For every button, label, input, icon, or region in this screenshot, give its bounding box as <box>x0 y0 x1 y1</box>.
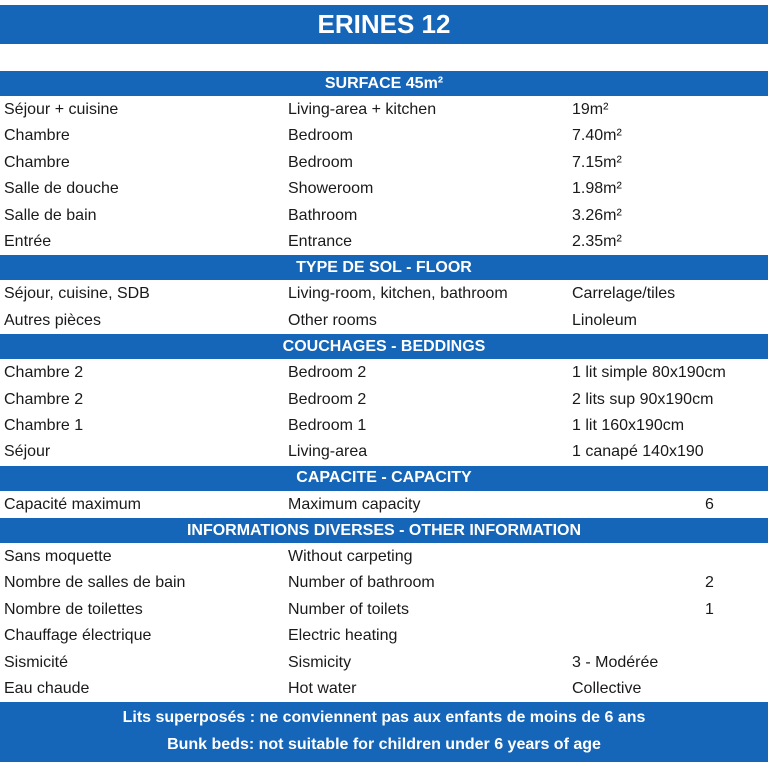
table-row <box>0 597 768 623</box>
warning-french: Lits superposés : ne conviennent pas aux enfants de moins de 6 ans <box>122 709 646 726</box>
section-header: INFORMATIONS DIVERSES - OTHER INFORMATION <box>0 518 768 544</box>
table-row <box>0 492 768 518</box>
row-value: 1 <box>705 600 714 618</box>
page-title: ERINES 12 <box>0 5 768 44</box>
french-label: Chauffage électrique <box>4 627 152 645</box>
french-label: Salle de bain <box>4 206 97 224</box>
row-value: 2 <box>705 574 714 592</box>
table-row <box>0 123 768 149</box>
table-row <box>0 387 768 413</box>
row-value: 3.26m² <box>572 206 622 224</box>
row-value: 1 canapé 140x190 <box>572 443 704 461</box>
row-value: 7.40m² <box>572 127 622 145</box>
french-label: Salle de douche <box>4 180 119 198</box>
table-row <box>0 413 768 439</box>
english-label: Bedroom 2 <box>288 390 367 408</box>
row-value: 7.15m² <box>572 153 622 171</box>
table-row <box>0 203 768 229</box>
french-label: Nombre de toilettes <box>4 600 143 618</box>
english-label: Electric heating <box>288 627 398 645</box>
english-label: Bathroom <box>288 206 358 224</box>
table-row <box>0 360 768 386</box>
english-label: Hot water <box>288 680 357 698</box>
french-label: Autres pièces <box>4 311 101 329</box>
warning-english: Bunk beds: not suitable for children under 6 years of age <box>167 736 601 753</box>
french-label: Chambre 1 <box>4 416 84 434</box>
table-row <box>0 650 768 676</box>
english-label: Living-area <box>288 443 368 461</box>
french-label: Sismicité <box>4 653 69 671</box>
table-row <box>0 623 768 649</box>
table-row <box>0 150 768 176</box>
row-value: 1.98m² <box>572 180 622 198</box>
english-label: Living-area + kitchen <box>288 101 437 118</box>
section-header: SURFACE 45m² <box>0 71 768 97</box>
french-label: Séjour, cuisine, SDB <box>4 285 150 303</box>
row-value: 1 lit 160x190cm <box>572 416 685 434</box>
row-value: Linoleum <box>572 311 637 329</box>
info-sheet <box>0 71 768 702</box>
table-row <box>0 544 768 570</box>
english-label: Showeroom <box>288 180 374 198</box>
section-header: TYPE DE SOL - FLOOR <box>0 255 768 281</box>
french-label: Eau chaude <box>4 680 90 698</box>
english-label: Bedroom 1 <box>288 416 367 434</box>
french-label: Capacité maximum <box>4 495 141 513</box>
section-header: CAPACITE - CAPACITY <box>0 466 768 492</box>
table-row <box>0 176 768 202</box>
english-label: Other rooms <box>288 311 377 329</box>
english-label: Maximum capacity <box>288 495 421 513</box>
french-label: Séjour <box>4 443 51 461</box>
section-header: COUCHAGES - BEDDINGS <box>0 334 768 360</box>
french-label: Chambre 2 <box>4 390 84 408</box>
english-label: Without carpeting <box>288 548 413 566</box>
english-label: Number of bathroom <box>288 574 435 592</box>
table-row <box>0 281 768 307</box>
french-label: Séjour + cuisine <box>4 101 119 118</box>
row-value: Collective <box>572 680 642 698</box>
row-value: Carrelage/tiles <box>572 285 676 303</box>
french-label: Chambre <box>4 153 70 171</box>
row-value: 2.35m² <box>572 232 622 250</box>
table-row <box>0 229 768 255</box>
french-label: Chambre 2 <box>4 364 84 382</box>
english-label: Entrance <box>288 232 353 250</box>
english-label: Bedroom <box>288 153 353 171</box>
row-value: 1 lit simple 80x190cm <box>572 364 726 382</box>
bunk-bed-warning <box>0 702 768 762</box>
table-row <box>0 570 768 596</box>
english-label: Number of toilets <box>288 600 409 618</box>
english-label: Living-room, kitchen, bathroom <box>288 285 508 303</box>
table-row <box>0 676 768 702</box>
row-value: 6 <box>705 495 714 513</box>
table-row <box>0 97 768 123</box>
row-value: 3 - Modérée <box>572 653 659 671</box>
row-value: 19m² <box>572 101 609 118</box>
french-label: Nombre de salles de bain <box>4 574 186 592</box>
french-label: Entrée <box>4 232 52 250</box>
row-value: 2 lits sup 90x190cm <box>572 390 714 408</box>
french-label: Chambre <box>4 127 70 145</box>
english-label: Sismicity <box>288 653 352 671</box>
table-row <box>0 439 768 465</box>
english-label: Bedroom 2 <box>288 364 367 382</box>
table-row <box>0 308 768 334</box>
english-label: Bedroom <box>288 127 353 145</box>
french-label: Sans moquette <box>4 548 112 566</box>
